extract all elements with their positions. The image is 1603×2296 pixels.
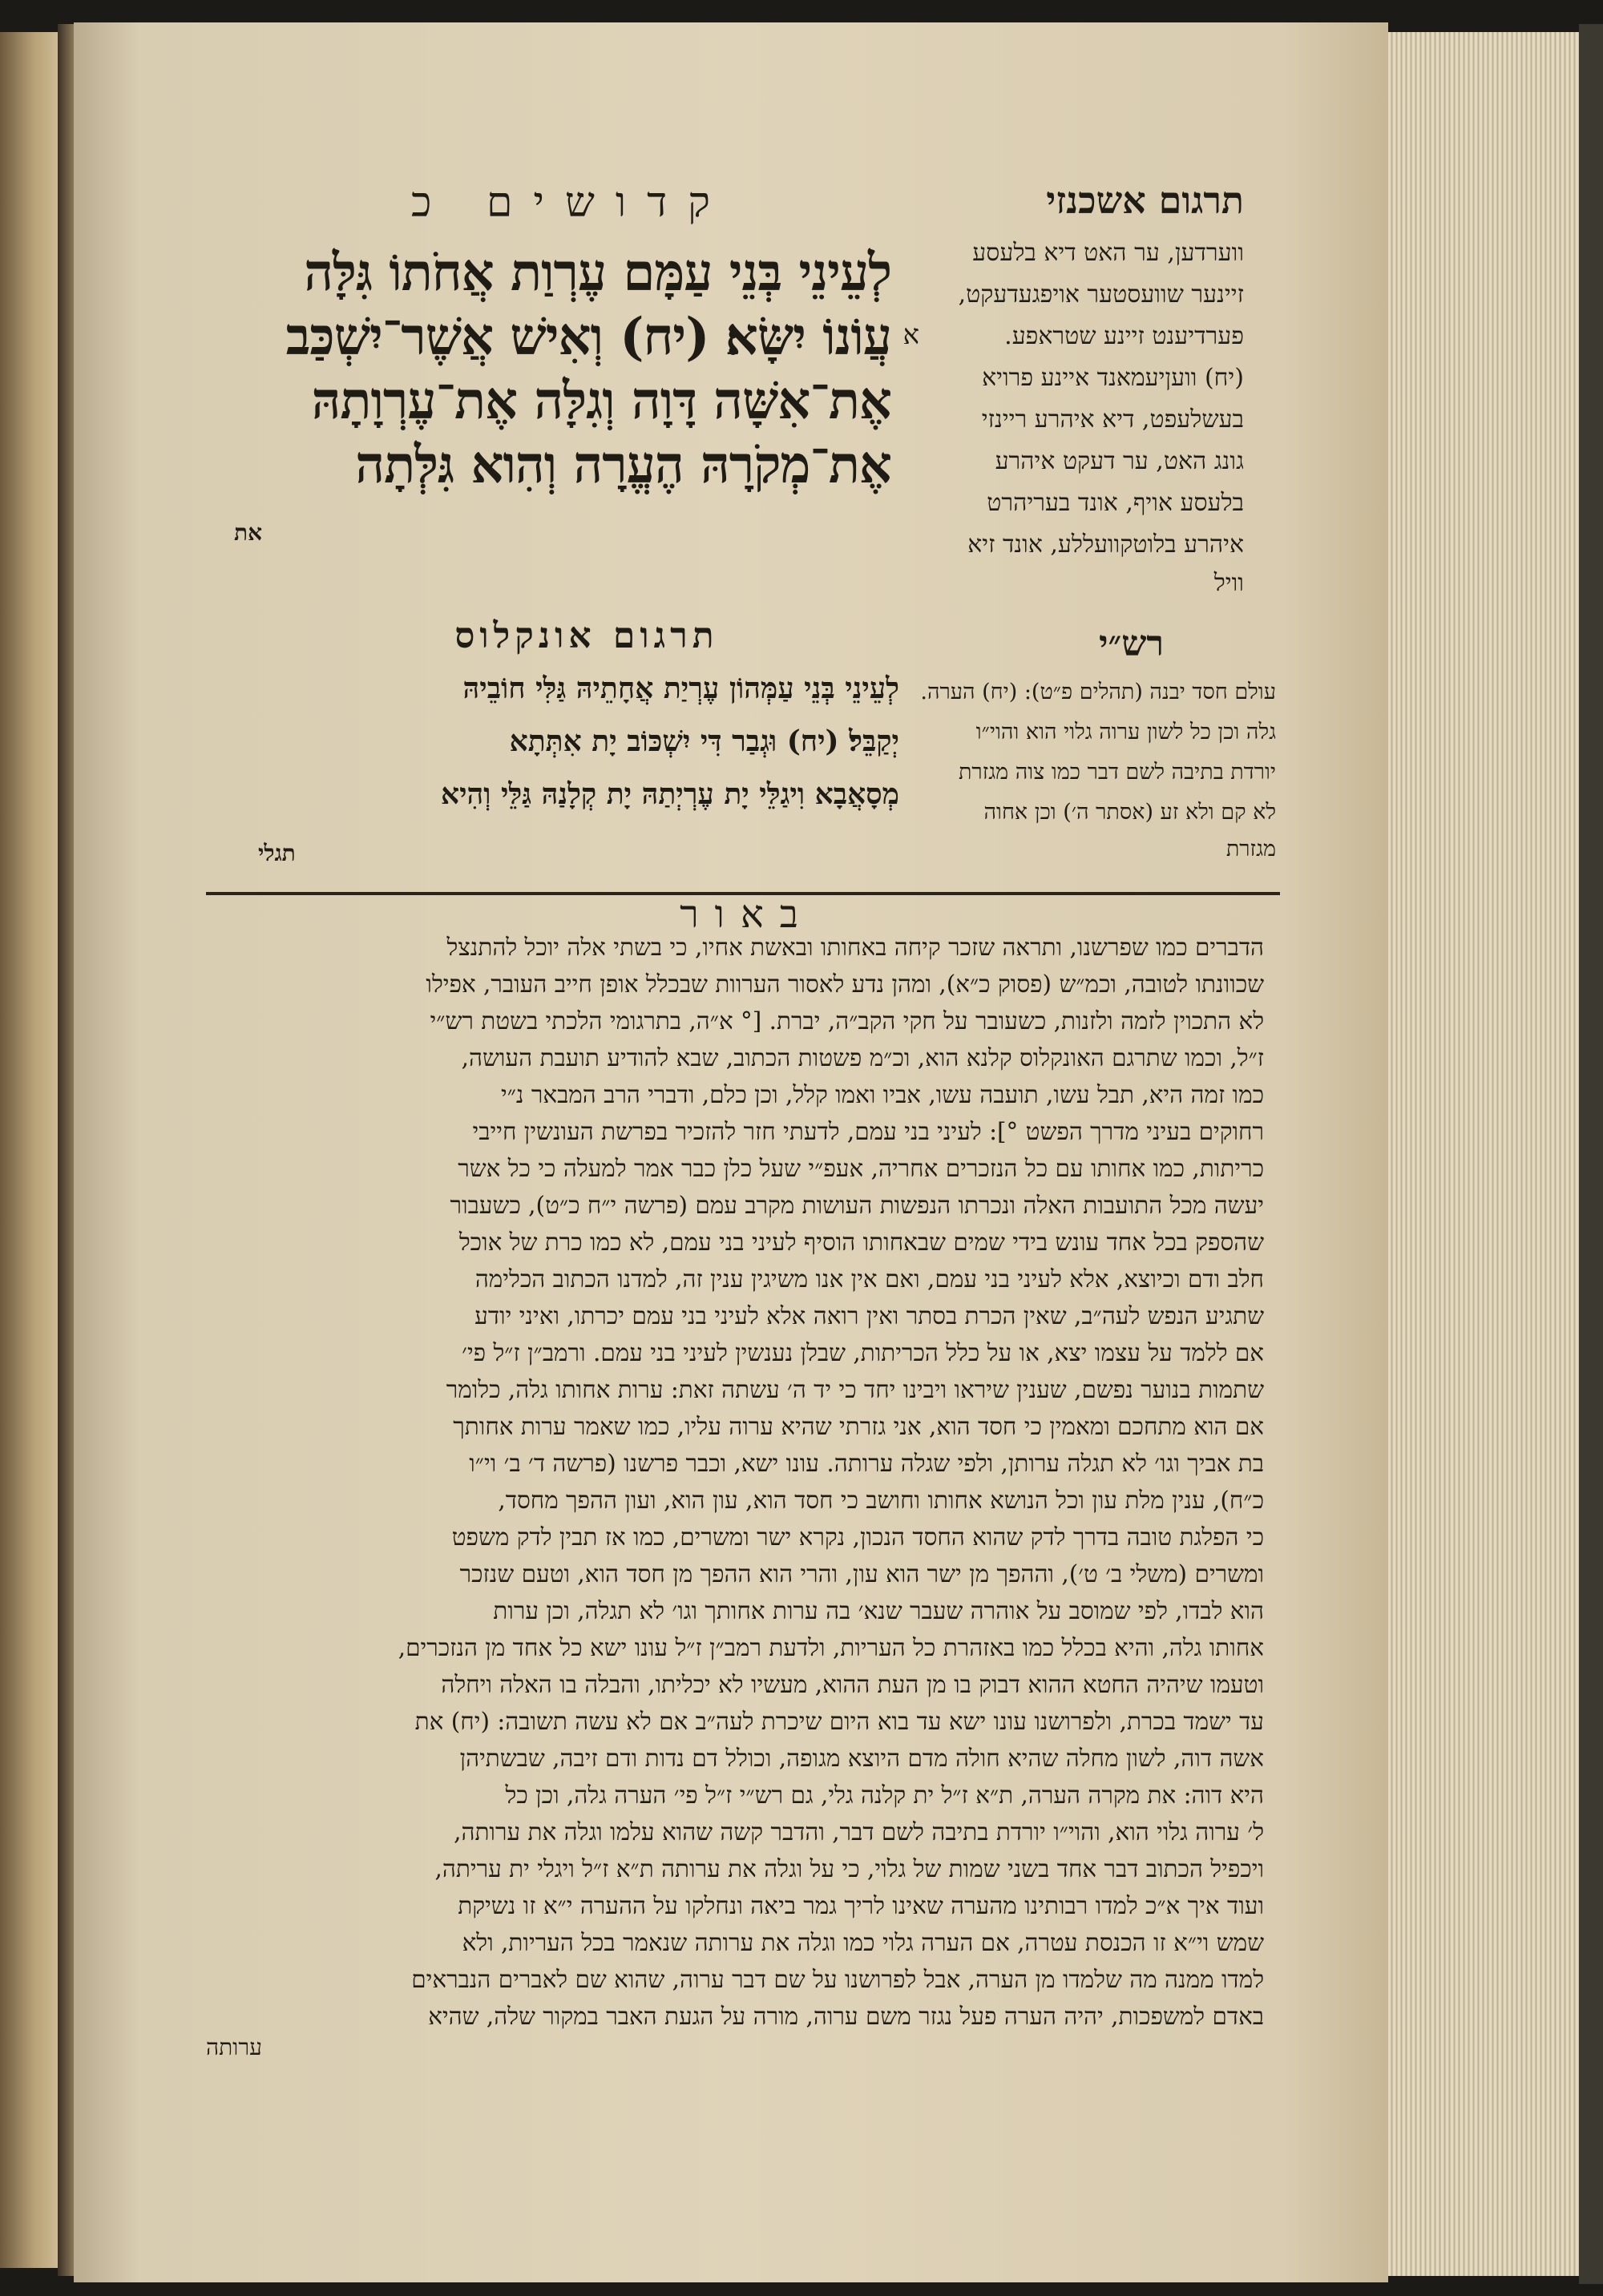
book-page xyxy=(74,22,1388,2282)
beur-line: לא התכוין לזמה ולזנות, כשעובר על חקי הקב״ה, יברת. [° א״ה, בתרגומי הלכתי בשטת רש״י xyxy=(430,1007,1264,1035)
beur-title: באור xyxy=(680,892,814,937)
beur-line: שהספק בכל אחד עונש בידי שמים שבאחותו הוסיף לעיני בני עמם, לא כמו כרת של אוכל xyxy=(458,1229,1264,1256)
page-stack-edges xyxy=(1388,32,1579,2276)
rashi-line: מגזרת xyxy=(1225,837,1276,862)
verse-line: עֲוֹנוֹ יִשָּׂא׃ (יח) וְאִישׁ אֲשֶׁר־יִשְׁכַּב xyxy=(285,307,891,367)
torah-catchword: את xyxy=(234,519,263,546)
onkelos-line: יְקַבֵּל׃ (יח) וּגְבַר דִּי יִשְׁכּוֹב יָת אִתְּתָא xyxy=(509,724,899,758)
beur-line: ומשרים (משלי ב׳ ט׳), וההפך מן ישר הוא עון, והרי הוא ההפך מן חסד הוא, וטעם שנזכר xyxy=(459,1560,1264,1588)
beur-line: שכוונתו לטובה, וכמ״ש (פסוק כ״א), ומהן נדע לאסור הערוות שבכלל אופן חייב העובר, אפילו xyxy=(426,970,1264,998)
torah-verse-text xyxy=(186,243,891,531)
beur-commentary xyxy=(190,936,1264,2074)
targum-line: וויל xyxy=(1213,569,1244,597)
onkelos-title: תרגום אונקלוס xyxy=(454,615,719,656)
beur-line: אשה דוה, לשון מחלה שהיא חולה מדם היוצא מגופה, וכולל דם נדות ודם זיבה, שבשתיהן xyxy=(459,1745,1264,1772)
book-gutter xyxy=(58,24,74,2276)
onkelos-line: לְעֵינֵי בְּנֵי עַמְּהוֹן עֶרְיַת אֲחָתֵיהּ גַּלִּי חוֹבֵיהּ xyxy=(462,672,899,705)
beur-line: ל׳ ערוה גלוי הוא, והוי״ו יורדת בתיבה לשם דבר, והדבר קשה שהוא עלמו וגלה את ערותה, xyxy=(454,1818,1264,1846)
rashi-line: יורדת בתיבה לשם דבר כמו צוה מגזרת xyxy=(958,760,1276,785)
beur-line: הוא לבדו, לפי שמוסב על אוהרה שעבר שנא׳ בה ערות אחותך וגו׳ לא תגלה, וכן ערות xyxy=(493,1597,1264,1624)
verse-line: לְעֵינֵי בְּנֵי עַמָּם עֶרְוַת אֲחֹתוֹ גִּלָּה xyxy=(304,243,891,303)
beur-line: חלב ודם וכיוצא, אלא לעיני בני עמם, ואם אין אנו משיגין ענין זה, למדנו הכתוב הכלימה xyxy=(474,1265,1264,1293)
beur-line: כי הפלגת טובה בדרך לדק שהוא החסד הנכון, נקרא ישר ומשרים, כמו אז תבין לדק משפט xyxy=(451,1523,1264,1551)
beur-line: הדברים כמו שפרשנו, ותראה שזכר קיחה באחותו ובאשת אחיו, כי בשתי אלה יוכל להתנצל xyxy=(446,934,1264,961)
targum-line: בלעסע אויף, אונד בעריהרט xyxy=(987,489,1244,517)
beur-line: בת אביך וגו׳ לא תגלה ערותן, ולפי שגלה ערותה. עונו ישא, וכבר פרשנו (פרשה ד׳ ב׳ וי״ו xyxy=(469,1450,1264,1477)
beur-line: אחותו גלה, והיא בכלל כמו באזהרת כל העריות, ולדעת רמב״ן ז״ל עונו ישא כל אחד מן הנזכרים, xyxy=(398,1634,1264,1661)
rashi-text xyxy=(827,680,1276,888)
beur-line: למדו ממנה מה שלמדו מן הערה, אבל לפרושנו על שם דבר ערוה, שהוא שם לאברים הנבראים xyxy=(411,1966,1264,1993)
book-cover-edge xyxy=(1579,24,1603,2284)
beur-line: שתמות בנוער נפשם, שענין שיראו ויבינו יחד כי יד ה׳ עשתה זאת: ערות אחותו גלה, כלומר xyxy=(446,1376,1264,1403)
beur-line: שתגיע הנפש לעה״ב, שאין הכרת בסתר ואין רואה אלא לעיני בני עמם יכרתו, ואיני יודע xyxy=(474,1302,1264,1330)
targum-line: גונג האט, ער דעקט איהרע xyxy=(995,447,1244,475)
beur-catchword: ערותה xyxy=(206,2034,262,2060)
beur-line: כ״ח), ענין מלת עון וכל הנושא אחותו וחושב כי חסד הוא, עון הוא, ועון ההפך מחסד, xyxy=(498,1487,1264,1514)
parsha-header: קדושים כ xyxy=(411,179,731,227)
targum-ashkenazi-title: תרגום אשכנזי xyxy=(1046,179,1244,222)
targum-line: פערדיענט זיינע שטראפע. xyxy=(1004,322,1244,350)
previous-page-edge xyxy=(0,32,58,2268)
rashi-line: גלה וכן כל לשון ערוה גלוי הוא והוי״ו xyxy=(975,720,1276,744)
targum-line: איהרע בלוטקוועללע, אונד זיא xyxy=(967,531,1244,559)
beur-line: היא דוה: את מקרה הערה, ת״א ז״ל ית קלנה גלי, גם רש״י ז״ל פי׳ הערה גלה, וכן כל xyxy=(505,1782,1264,1809)
beur-line: כמו זמה היא, תבל עשו, תועבה עשו, אביו ואמו קלל, וכן כלם, ודברי הרב המבאר נ״י xyxy=(500,1081,1264,1108)
beur-line: ז״ל, וכמו שתרגם האונקלוס קלנא הוא, וכ״מ פשטות הכתוב, שבא להודיע תועבת העושה, xyxy=(461,1044,1264,1071)
targum-line: (יח) וועןיעמאנד איינע פרויא xyxy=(982,364,1244,392)
beur-line: ויכפיל הכתוב דבר אחד בשני שמות של גלוי, כי על וגלה את ערותה ת״א ז״ל ויגלי ית עריתה, xyxy=(434,1855,1264,1882)
onkelos-catchword: תגלי xyxy=(258,840,296,866)
beur-line: באדם למשפכות, יהיה הערה פעל נגזר משם ערוה, מורה על הגעת האבר במקור שלה, שהיא xyxy=(428,2003,1264,2030)
beur-line: רחוקים בעיני מדרך הפשט °]: לעיני בני עמם, לדעתי חזר להזכיר בפרשת העונשין חייבי xyxy=(472,1118,1264,1145)
rashi-line: עולם חסד יבנה (תהלים פ״ט): (יח) הערה. xyxy=(920,680,1276,704)
beur-line: ועוד איך א״כ למדו רבותינו מהערה שאינו לריך גמר ביאה ונחלקו על ההערה י״א זו נשיקת xyxy=(458,1892,1264,1919)
beur-line: וטעמו שיהיה החטא ההוא דבוק בו מן העת ההוא, מעשיו לא יכליתו, והבלה בו האלה ויחלה xyxy=(441,1671,1264,1698)
targum-line: בעשלעפט, דיא איהרע ריינזי xyxy=(981,406,1244,434)
beur-line: עד ישמד בכרת, ולפרושנו עונו ישא עד בוא היום שיכרת לעה״ב אם לא עשה תשובה: (יח) את xyxy=(414,1708,1264,1735)
rashi-title: רש״י xyxy=(1098,623,1164,664)
beur-line: שמש וי״א זו הכנסת עטרה, אם הערה גלוי כמו וגלה את ערותה שנאמר בכל העריות, ולא xyxy=(462,1929,1264,1956)
beur-line: יעשה מכל התועבות האלה ונכרתו הנפשות העושות מקרב עמם (פרשה י״ח כ״ט), כשעבור xyxy=(450,1192,1264,1219)
beur-line: אם הוא מתחכם ומאמין כי חסד הוא, אני גזרתי שהיא ערוה עליו, כמו שאמר ערות אחותך xyxy=(453,1413,1264,1440)
verse-line: אֶת־אִשָּׁה דָּוָה וְגִלָּה אֶת־עֶרְוָתָהּ xyxy=(311,371,891,431)
verse-marker: א xyxy=(902,319,919,351)
rashi-line: לא קם ולא זע (אסתר ה׳) וכן אחוה xyxy=(983,800,1276,825)
targum-line: זיינער שוועסטער אויפגעדעקט, xyxy=(958,280,1244,309)
verse-line: אֶת־מְקֹרָהּ הֶעֱרָה וְהִוא גִּלְּתָה xyxy=(355,435,891,495)
beur-line: כריתות, כמו אחותו עם כל הנזכרים אחריה, אעפ״י שעל כלן כבר אמר למעלה כי כל אשר xyxy=(458,1155,1264,1182)
targum-ashkenazi-text xyxy=(907,239,1244,623)
beur-line: אם ללמד על עצמו יצא, או על כלל הכריתות, שבלן נענשין לעיני בני עמם. ורמב״ן ז״ל פי׳ xyxy=(462,1339,1264,1366)
targum-line: ווערדען, ער האט דיא בלעסע xyxy=(972,239,1244,267)
onkelos-line: מְסָאֲבָא וִיגַלֵּי יָת עֶרְיְתַהּ יָת קְלָנַהּ גַּלֵּי וְהִיא xyxy=(440,777,899,811)
